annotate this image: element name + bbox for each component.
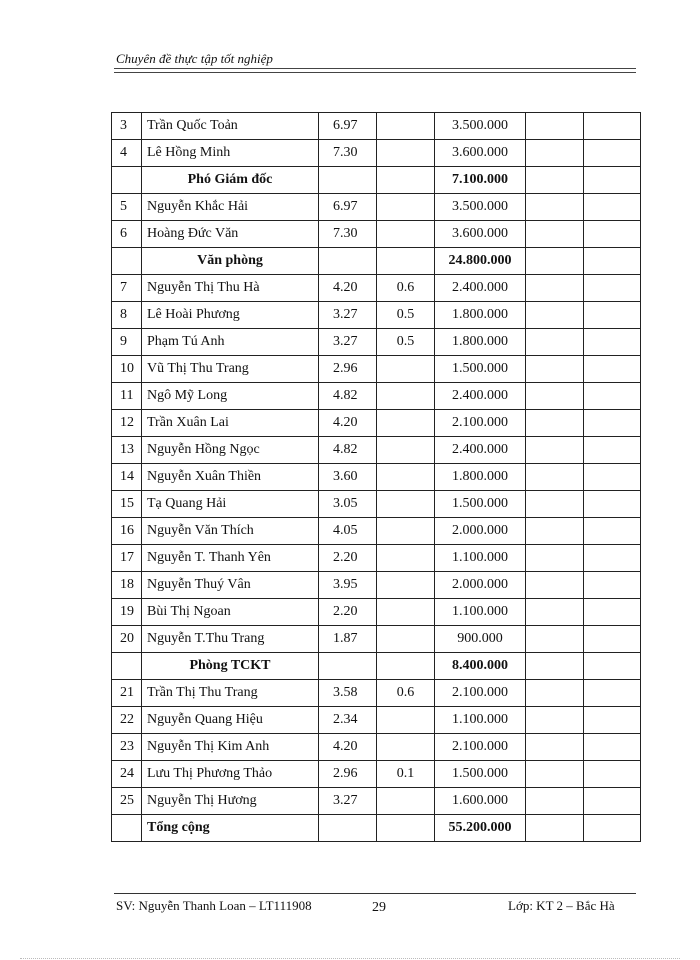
cell-name: Nguyễn Hồng Ngọc [142,437,319,464]
cell-amount: 1.100.000 [435,545,526,572]
cell-allowance [377,734,435,761]
cell-amount: 55.200.000 [435,815,526,842]
cell-stt: 12 [112,410,142,437]
cell-name: Phòng TCKT [142,653,319,680]
cell-empty [584,572,641,599]
cell-allowance [377,599,435,626]
cell-allowance [377,815,435,842]
cell-coefficient: 1.87 [319,626,377,653]
cell-empty [584,302,641,329]
cell-empty [526,113,584,140]
header-divider [114,68,636,73]
cell-empty [584,221,641,248]
cell-empty [584,545,641,572]
cell-empty [526,437,584,464]
cell-stt: 5 [112,194,142,221]
cell-name: Nguyễn T.Thu Trang [142,626,319,653]
cell-amount: 1.500.000 [435,761,526,788]
cell-name: Văn phòng [142,248,319,275]
cell-stt: 23 [112,734,142,761]
cell-empty [526,572,584,599]
cell-empty [584,653,641,680]
page-number: 29 [372,900,386,915]
cell-amount: 3.500.000 [435,194,526,221]
cell-allowance [377,248,435,275]
cell-amount: 3.500.000 [435,113,526,140]
cell-empty [526,761,584,788]
table-row [112,275,641,302]
table-row [112,383,641,410]
cell-coefficient: 3.27 [319,788,377,815]
cell-empty [584,626,641,653]
cell-coefficient: 4.82 [319,383,377,410]
cell-name: Nguyễn Thị Hương [142,788,319,815]
cell-coefficient [319,815,377,842]
cell-amount: 2.400.000 [435,275,526,302]
cell-stt [112,248,142,275]
cell-allowance [377,788,435,815]
cell-amount: 2.100.000 [435,410,526,437]
cell-name: Nguyễn Khắc Hải [142,194,319,221]
cell-stt: 17 [112,545,142,572]
cell-empty [584,464,641,491]
cell-coefficient: 2.20 [319,545,377,572]
table-row [112,194,641,221]
table-row [112,680,641,707]
cell-empty [584,599,641,626]
cell-empty [584,113,641,140]
cell-amount: 3.600.000 [435,221,526,248]
cell-name: Bùi Thị Ngoan [142,599,319,626]
cell-coefficient: 2.96 [319,356,377,383]
cell-allowance [377,383,435,410]
cell-stt: 6 [112,221,142,248]
cell-allowance [377,653,435,680]
cell-empty [526,491,584,518]
cell-coefficient: 3.27 [319,302,377,329]
cell-amount: 3.600.000 [435,140,526,167]
cell-name: Trần Xuân Lai [142,410,319,437]
cell-allowance: 0.6 [377,275,435,302]
cell-stt: 15 [112,491,142,518]
cell-empty [526,518,584,545]
cell-name: Vũ Thị Thu Trang [142,356,319,383]
cell-amount: 1.500.000 [435,356,526,383]
cell-empty [584,167,641,194]
cell-amount: 900.000 [435,626,526,653]
cell-amount: 1.800.000 [435,464,526,491]
cell-empty [526,680,584,707]
footer-student-info: SV: Nguyễn Thanh Loan – LT111908 [116,898,312,913]
cell-empty [584,248,641,275]
cell-coefficient: 4.20 [319,410,377,437]
cell-empty [584,491,641,518]
table-row [112,302,641,329]
cell-amount: 1.800.000 [435,302,526,329]
cell-name: Lê Hoài Phương [142,302,319,329]
cell-coefficient: 3.95 [319,572,377,599]
cell-stt: 20 [112,626,142,653]
table-row [112,572,641,599]
cell-empty [526,383,584,410]
cell-stt: 25 [112,788,142,815]
cell-coefficient: 2.34 [319,707,377,734]
cell-allowance [377,437,435,464]
cell-stt: 19 [112,599,142,626]
footer-divider [114,893,636,894]
cell-empty [526,329,584,356]
cell-empty [526,248,584,275]
table-section-row [112,167,641,194]
cell-empty [584,437,641,464]
table-section-row [112,653,641,680]
cell-empty [526,599,584,626]
table-row [112,734,641,761]
cell-amount: 2.400.000 [435,383,526,410]
cell-empty [526,626,584,653]
cell-stt: 4 [112,140,142,167]
cell-empty [584,383,641,410]
cell-allowance [377,410,435,437]
cell-allowance: 0.6 [377,680,435,707]
footer-class-info: Lớp: KT 2 – Bắc Hà [508,898,615,913]
cell-stt: 13 [112,437,142,464]
cell-empty [584,410,641,437]
cell-empty [526,194,584,221]
cell-allowance [377,707,435,734]
cell-stt [112,815,142,842]
table-row [112,599,641,626]
table-row [112,545,641,572]
cell-empty [584,680,641,707]
cell-coefficient: 6.97 [319,194,377,221]
cell-empty [526,221,584,248]
cell-name: Nguyễn Thị Kim Anh [142,734,319,761]
cell-empty [526,653,584,680]
cell-empty [584,815,641,842]
cell-amount: 2.400.000 [435,437,526,464]
cell-allowance [377,140,435,167]
salary-table-body [112,113,641,842]
cell-name: Nguyễn Thuý Vân [142,572,319,599]
cell-amount: 2.100.000 [435,734,526,761]
cell-coefficient: 3.05 [319,491,377,518]
cell-stt: 16 [112,518,142,545]
cell-coefficient: 3.58 [319,680,377,707]
cell-empty [584,761,641,788]
cell-amount: 2.000.000 [435,518,526,545]
cell-empty [526,707,584,734]
cell-stt: 8 [112,302,142,329]
cell-name: Tạ Quang Hải [142,491,319,518]
cell-empty [526,167,584,194]
cell-empty [526,788,584,815]
cell-stt: 18 [112,572,142,599]
cell-coefficient: 7.30 [319,140,377,167]
cell-name: Phạm Tú Anh [142,329,319,356]
cell-empty [584,356,641,383]
table-row [112,410,641,437]
table-row [112,491,641,518]
cell-amount: 7.100.000 [435,167,526,194]
cell-stt: 7 [112,275,142,302]
cell-empty [526,302,584,329]
cell-amount: 1.500.000 [435,491,526,518]
cell-empty [584,707,641,734]
cell-name: Nguyễn Thị Thu Hà [142,275,319,302]
cell-coefficient: 4.82 [319,437,377,464]
cell-amount: 2.000.000 [435,572,526,599]
table-row [112,113,641,140]
cell-empty [526,545,584,572]
cell-coefficient: 4.05 [319,518,377,545]
cell-name: Nguyễn Xuân Thiền [142,464,319,491]
cell-allowance [377,113,435,140]
cell-name: Nguyễn T. Thanh Yên [142,545,319,572]
cell-coefficient [319,653,377,680]
cell-amount: 1.800.000 [435,329,526,356]
cell-empty [526,815,584,842]
cell-empty [584,140,641,167]
cell-stt: 14 [112,464,142,491]
table-row [112,221,641,248]
cell-name: Ngô Mỹ Long [142,383,319,410]
cell-empty [584,788,641,815]
cell-coefficient: 4.20 [319,275,377,302]
cell-name: Trần Thị Thu Trang [142,680,319,707]
cell-allowance [377,221,435,248]
cell-coefficient: 2.96 [319,761,377,788]
cell-allowance [377,464,435,491]
cell-stt: 21 [112,680,142,707]
table-row [112,761,641,788]
salary-table [111,112,641,842]
cell-amount: 1.100.000 [435,707,526,734]
cell-coefficient [319,167,377,194]
cell-empty [526,275,584,302]
table-row [112,140,641,167]
table-row [112,356,641,383]
cell-empty [526,734,584,761]
cell-allowance [377,572,435,599]
table-row [112,464,641,491]
cell-coefficient [319,248,377,275]
table-row [112,707,641,734]
cell-amount: 2.100.000 [435,680,526,707]
table-row [112,329,641,356]
cell-stt: 3 [112,113,142,140]
cell-empty [526,356,584,383]
cell-name: Trần Quốc Toản [142,113,319,140]
cell-stt: 11 [112,383,142,410]
cell-allowance [377,356,435,383]
cell-empty [584,194,641,221]
cell-empty [584,329,641,356]
cell-coefficient: 3.27 [319,329,377,356]
cell-name: Nguyễn Văn Thích [142,518,319,545]
cell-allowance [377,518,435,545]
cell-name: Lê Hồng Minh [142,140,319,167]
cell-stt: 9 [112,329,142,356]
page-bottom-edge [20,958,680,959]
cell-name: Nguyễn Quang Hiệu [142,707,319,734]
table-row [112,518,641,545]
cell-amount: 8.400.000 [435,653,526,680]
cell-empty [584,275,641,302]
cell-amount: 1.600.000 [435,788,526,815]
cell-name: Tổng cộng [142,815,319,842]
cell-amount: 24.800.000 [435,248,526,275]
cell-allowance [377,167,435,194]
table-section-row [112,248,641,275]
cell-name: Hoàng Đức Văn [142,221,319,248]
cell-allowance: 0.1 [377,761,435,788]
cell-coefficient: 6.97 [319,113,377,140]
cell-allowance [377,626,435,653]
table-row [112,788,641,815]
cell-allowance [377,194,435,221]
cell-empty [526,140,584,167]
cell-allowance [377,545,435,572]
cell-coefficient: 7.30 [319,221,377,248]
cell-allowance: 0.5 [377,302,435,329]
cell-empty [526,464,584,491]
cell-stt: 22 [112,707,142,734]
cell-empty [584,734,641,761]
table-total-row [112,815,641,842]
cell-stt: 10 [112,356,142,383]
cell-empty [526,410,584,437]
page-header-title: Chuyên đề thực tập tốt nghiệp [116,51,273,66]
cell-name: Lưu Thị Phương Thảo [142,761,319,788]
cell-allowance: 0.5 [377,329,435,356]
cell-coefficient: 2.20 [319,599,377,626]
cell-name: Phó Giám đốc [142,167,319,194]
cell-amount: 1.100.000 [435,599,526,626]
table-row [112,437,641,464]
cell-coefficient: 3.60 [319,464,377,491]
table-row [112,626,641,653]
cell-stt: 24 [112,761,142,788]
cell-allowance [377,491,435,518]
cell-empty [584,518,641,545]
cell-stt [112,653,142,680]
cell-coefficient: 4.20 [319,734,377,761]
cell-stt [112,167,142,194]
